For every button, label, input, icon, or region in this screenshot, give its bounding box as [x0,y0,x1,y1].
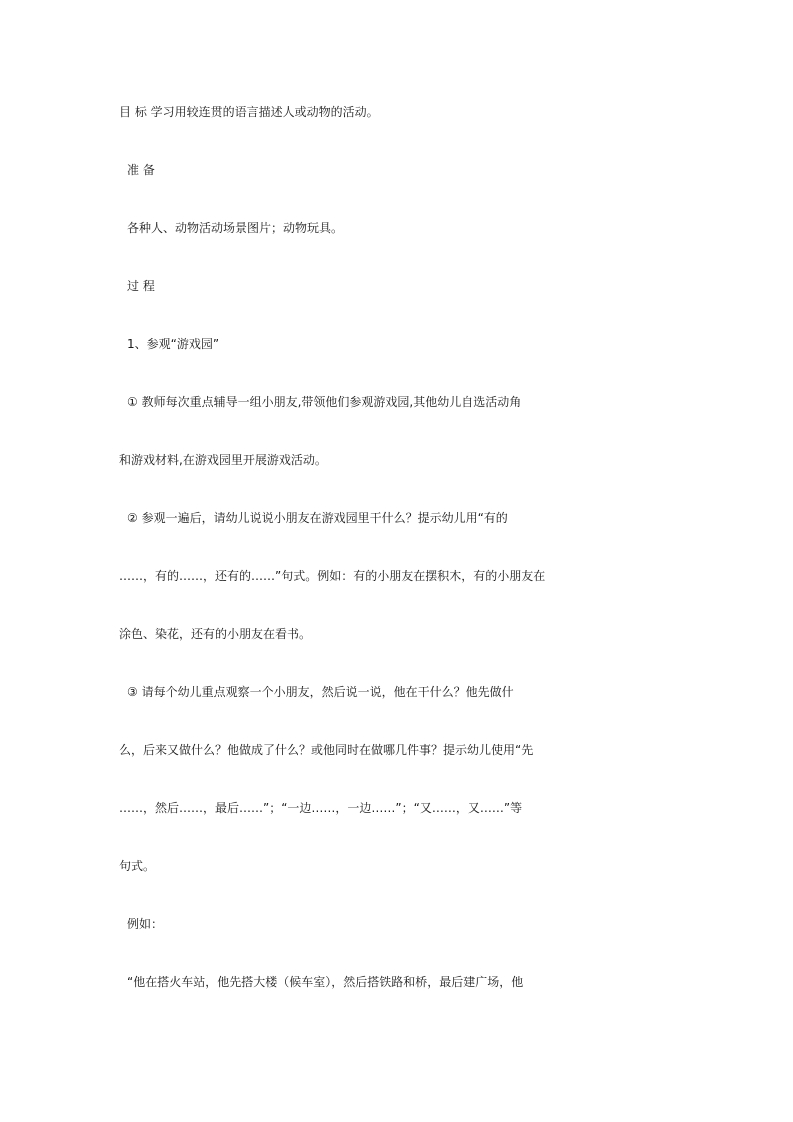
process-heading: 过 程 [127,279,155,293]
paragraph-2-line-3: 涂色、染花，还有的小朋友在看书。 [119,627,312,641]
paragraph-3-line-1: ③ 请每个幼儿重点观察一个小朋友，然后说一说，他在干什么？他先做什 [127,685,514,699]
paragraph-2-line-2: ……，有的……，还有的……”句式。例如：有的小朋友在摆积木，有的小朋友在 [119,569,546,583]
materials-line: 各种人、动物活动场景图片；动物玩具。 [127,221,344,235]
paragraph-1-line-2: 和游戏材料,在游戏园里开展游戏活动。 [119,453,327,467]
paragraph-3-line-3: ……，然后……，最后……”；“一边……，一边……”；“又……，又……”等 [119,801,523,815]
paragraph-3-line-2: 么，后来又做什么？他做成了什么？或他同时在做哪几件事？提示幼儿使用“先 [119,743,534,757]
paragraph-3-line-4: 句式。 [119,859,156,873]
example-heading: 例如： [127,917,164,931]
goal-line: 目 标 学习用较连贯的语言描述人或动物的活动。 [119,105,379,119]
paragraph-1-line-1: ① 教师每次重点辅导一组小朋友,带领他们参观游戏园,其他幼儿自选活动角 [127,395,522,409]
step-1-heading: 1、参观“游戏园” [127,337,220,351]
preparation-heading: 准 备 [127,163,155,177]
paragraph-2-line-1: ② 参观一遍后，请幼儿说说小朋友在游戏园里干什么？提示幼儿用“有的 [127,511,508,525]
example-line-1: “他在搭火车站，他先搭大楼（候车室），然后搭铁路和桥，最后建广场，他 [127,975,524,989]
